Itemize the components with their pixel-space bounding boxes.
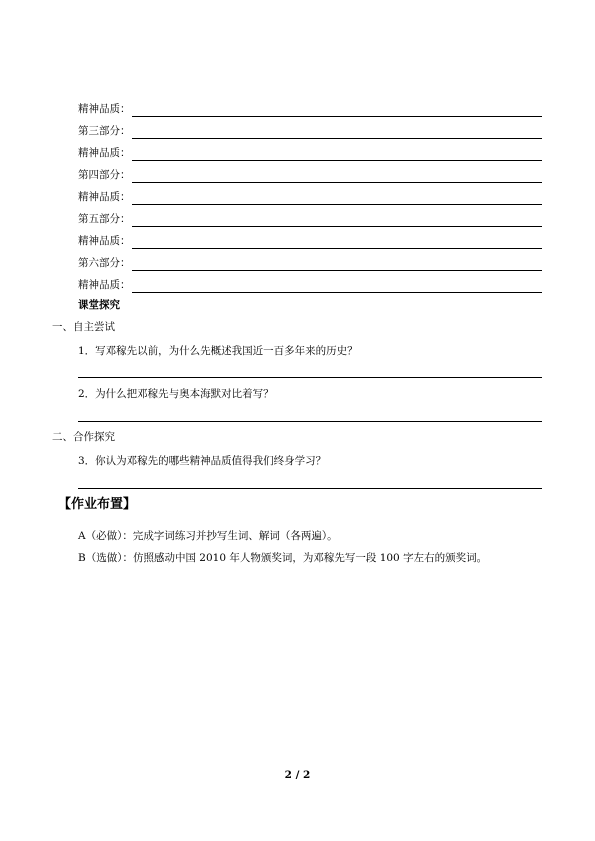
fill-blank — [132, 238, 543, 249]
homework-b: B（选做）：仿照感动中国 2010 年人物颁奖词，为邓稼先写一段 100 字左右的颁奖词。 — [78, 552, 488, 564]
fill-row — [78, 211, 542, 227]
fill-row — [78, 167, 542, 183]
fill-blank — [132, 128, 543, 139]
fill-blank — [132, 282, 543, 293]
fill-blank — [132, 194, 543, 205]
fill-row-label: 第六部分： — [78, 257, 131, 269]
homework-a: A（必做）：完成字词练习并抄写生词、解词（各两遍）。 — [78, 530, 338, 542]
fill-row-label: 第三部分： — [78, 125, 131, 137]
fill-blank — [132, 106, 543, 117]
section-title-homework: 【作业布置】 — [58, 497, 137, 512]
fill-row — [78, 255, 542, 271]
fill-row-label: 第四部分： — [78, 169, 131, 181]
question-1: 1．写邓稼先以前，为什么先概述我国近一百多年来的历史？ — [78, 345, 358, 357]
question-2: 2．为什么把邓稼先与奥本海默对比着写？ — [78, 388, 274, 400]
fill-blank — [132, 172, 543, 183]
fill-row-label: 精神品质： — [78, 191, 131, 203]
fill-row-label: 精神品质： — [78, 235, 131, 247]
part-title-self-try: 一、自主尝试 — [52, 321, 115, 333]
fill-blank — [132, 260, 543, 271]
fill-row — [78, 145, 542, 161]
fill-row — [78, 189, 542, 205]
fill-blank — [132, 150, 543, 161]
question-3: 3．你认为邓稼先的哪些精神品质值得我们终身学习？ — [78, 455, 327, 467]
page-number: 2 / 2 — [284, 769, 311, 781]
fill-row — [78, 277, 542, 293]
section-title-classroom: 课堂探究 — [78, 299, 120, 311]
fill-row-label: 精神品质： — [78, 279, 131, 291]
fill-row-label: 精神品质： — [78, 147, 131, 159]
fill-row — [78, 123, 542, 139]
answer-line — [78, 488, 542, 489]
answer-line — [78, 421, 542, 422]
fill-row — [78, 101, 542, 117]
fill-row-label: 第五部分： — [78, 213, 131, 225]
fill-row — [78, 233, 542, 249]
fill-blank — [132, 216, 543, 227]
part-title-cooperative: 二、合作探究 — [52, 431, 115, 443]
fill-row-label: 精神品质： — [78, 103, 131, 115]
answer-line — [78, 377, 542, 378]
